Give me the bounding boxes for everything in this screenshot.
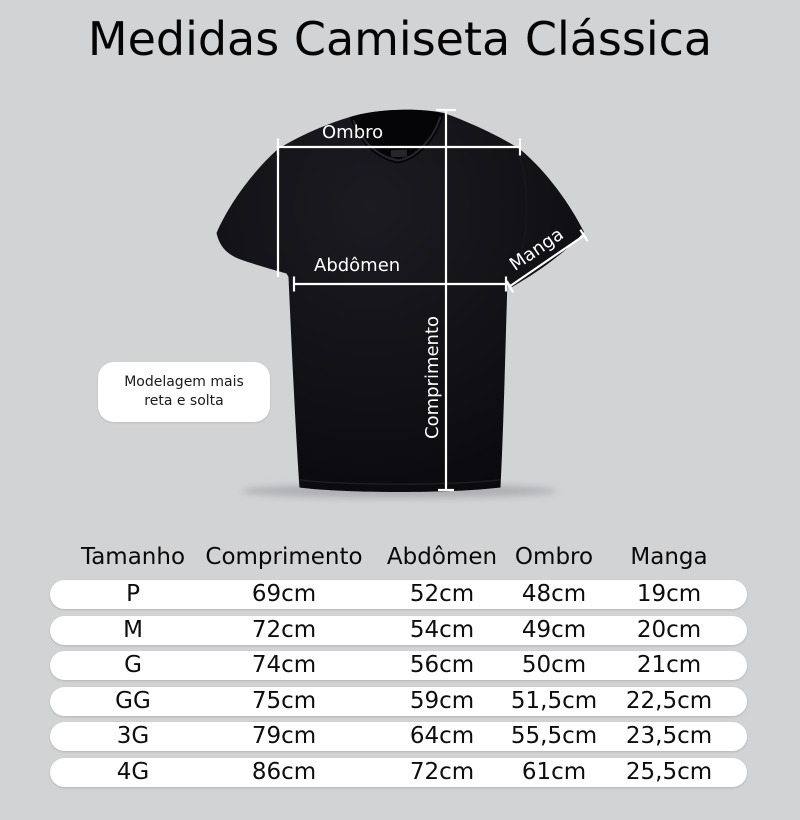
- size-row-m: [50, 616, 747, 645]
- abdomen-value: 59cm: [409, 687, 475, 714]
- abdomen-value: 54cm: [409, 616, 475, 643]
- size-table-body: [50, 580, 747, 793]
- header-abdomen: Abdômen: [386, 544, 498, 570]
- fit-note-line1: Modelagem mais: [124, 374, 244, 390]
- comprimento-value: 69cm: [251, 581, 317, 607]
- shoulder-measure-label: Ombro: [322, 122, 384, 143]
- size-label: P: [126, 581, 140, 607]
- manga-value: 23,5cm: [625, 723, 713, 749]
- manga-value: 19cm: [636, 581, 702, 607]
- sleeve-end-tick: [580, 230, 587, 242]
- size-row-gg: [50, 687, 747, 716]
- abdomen-value: 64cm: [409, 723, 475, 749]
- size-row-g: [50, 651, 747, 680]
- size-label: 4G: [116, 758, 150, 785]
- page-title: Medidas Camiseta Clássica: [87, 12, 713, 66]
- size-label: 3G: [116, 723, 150, 749]
- tshirt-illustration: [185, 100, 615, 505]
- comprimento-value: 75cm: [251, 687, 317, 714]
- collar-tag: [391, 150, 407, 158]
- header-manga: Manga: [630, 544, 708, 570]
- ombro-value: 51,5cm: [510, 687, 598, 714]
- comprimento-value: 72cm: [251, 616, 317, 643]
- ombro-value: 48cm: [521, 581, 587, 607]
- size-table-header: [50, 541, 747, 573]
- size-label: GG: [115, 687, 151, 714]
- fit-note-badge: [98, 362, 270, 422]
- abdomen-value: 56cm: [409, 652, 475, 678]
- size-label: G: [124, 652, 142, 678]
- manga-value: 25,5cm: [625, 758, 713, 785]
- abdomen-measure-label: Abdômen: [314, 255, 401, 276]
- ombro-value: 61cm: [521, 758, 587, 785]
- header-comprimento: Comprimento: [205, 544, 363, 570]
- manga-value: 20cm: [636, 616, 702, 643]
- sleeve-measure-label: Manga: [505, 223, 568, 276]
- comprimento-value: 79cm: [251, 723, 317, 749]
- manga-value: 22,5cm: [625, 687, 713, 714]
- ombro-value: 55,5cm: [510, 723, 598, 749]
- comprimento-value: 86cm: [251, 758, 317, 785]
- size-row-4g: [50, 758, 747, 787]
- fit-note-line2: reta e solta: [144, 393, 224, 409]
- size-row-3g: [50, 722, 747, 751]
- manga-value: 21cm: [636, 652, 702, 678]
- header-ombro: Ombro: [514, 544, 594, 570]
- abdomen-value: 72cm: [409, 758, 475, 785]
- ombro-value: 50cm: [521, 652, 587, 678]
- comprimento-value: 74cm: [251, 652, 317, 678]
- tshirt-silhouette: [217, 110, 585, 492]
- header-tamanho: Tamanho: [80, 544, 186, 570]
- abdomen-value: 52cm: [409, 581, 475, 607]
- size-label: M: [123, 616, 143, 643]
- ombro-value: 49cm: [521, 616, 587, 643]
- size-row-p: [50, 580, 747, 609]
- length-measure-label: Comprimento: [422, 315, 443, 439]
